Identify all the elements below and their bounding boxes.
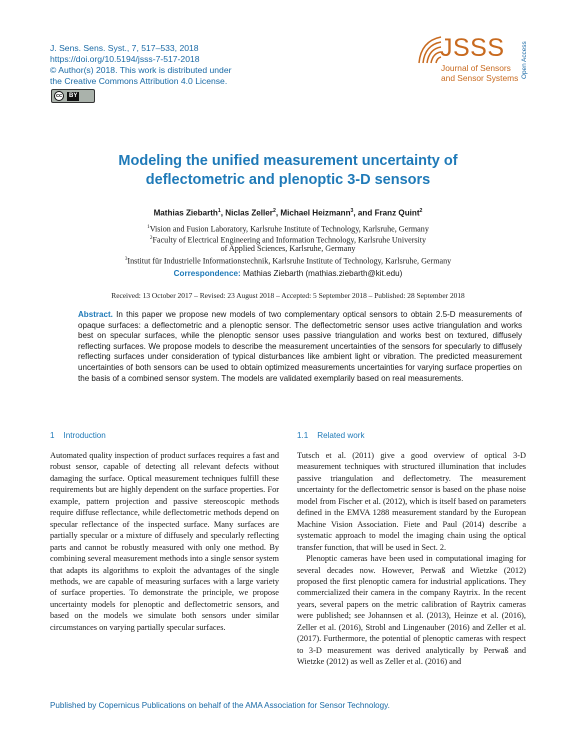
abstract [78,310,522,384]
abstract-text: In this paper we propose new models of two complementary optical sensors to obtain 2.5-D measurements of opaque surfaces: a deflectometric and a plenoptic sensor. The deflectometric sensor uses active triangulation and works best on specular surfaces, while the plenoptic sensor uses passive triangulation and works best on textured, diffusely reflecting surfaces. We propose models to describe the measurement uncertainties of the sensors for specularly to diffusely reflecting surfaces under consideration of typical disturbances like ambient light or vibration. The predicted measurement uncertainties of both sensors can be used to obtain optimized measurements uncertainties for varying surface properties on the basis of a combined sensor system. The models are validated exemplarily based on real measurements. [78,310,522,383]
section-heading-introduction: 1 Introduction [50,431,106,440]
introduction-body [50,450,279,633]
affiliation-3: $^3$Institut für Industrielle Informationstechnik, Karlsruhe Institute of Technology, Karlsruhe, Germany [124,256,452,266]
affiliation-2-cont: of Applied Sciences, Karlsruhe, Germany [220,243,356,253]
publication-dates: Received: 13 October 2017 – Revised: 23 August 2018 – Accepted: 5 September 2018 – Published: 28 September 2018 [111,291,465,300]
journal-logo-icon [413,35,443,65]
journal-citation: J. Sens. Sens. Syst., 7, 517–533, 2018 [50,43,199,53]
article-title: Modeling the unified measurement uncertainty of deflectometric and plenoptic 3-D sensors [118,153,458,188]
by-icon: BY [69,92,78,99]
journal-name-line-1: Journal of Sensors [441,63,511,73]
paragraph: Tutsch et al. (2011) give a good overview of optical 3-D measurement techniques with structured illumination that includes passive triangulation and deflectometry. The measurement uncertainty for the deflectometric sensor is based on the phase noise model from Fischer et al. (2012), which is itself based on parameters defined in the EMVA 1288 measurement standard by the European Machine Vision Association. Fiete and Paul (2014) describe a systematic approach to model the imaging chain using the optical transfer function, that will be used in Sect. 2. [297,451,526,552]
abstract-label: Abstract. [78,310,113,319]
correspondence [40,269,536,280]
license-line-2: the Creative Commons Attribution 4.0 License. [50,76,228,86]
author-list: Mathias Ziebarth$^1$, Niclas Zeller$^2$, Michael Heizmann$^3$, and Franz Quint$^2$ [153,208,423,218]
related-work-body [297,450,526,668]
correspondence-label: Correspondence: [173,269,241,278]
author-name[interactable]: Niclas Zeller [225,208,273,218]
author-name[interactable]: Mathias Ziebarth [153,208,218,218]
correspondence-email[interactable]: Mathias Ziebarth (mathias.ziebarth@kit.edu) [242,269,403,278]
license-line-1: © Author(s) 2018. This work is distributed under [50,65,232,75]
cc-by-badge[interactable] [51,89,95,103]
section-heading-related-work: 1.1 Related work [297,431,365,440]
cc-icon: cc [55,93,63,99]
affiliation-2: $^2$Faculty of Electrical Engineering and Information Technology, Karlsruhe University [149,235,427,245]
doi-link[interactable]: https://doi.org/10.5194/jsss-7-517-2018 [50,54,200,64]
publisher-footer: Published by Copernicus Publications on behalf of the AMA Association for Sensor Technology. [50,701,390,710]
journal-acronym: JSSS [440,34,505,62]
author-name[interactable]: Franz Quint [374,208,420,218]
journal-name-line-2: and Sensor Systems [441,73,519,83]
paragraph: Plenoptic cameras have been used in computational imaging for several decades now. However, Perwaß and Wietzke (2012) proposed the first plenoptic camera for industrial applications. They commercialized their camera in the company Raytrix. In the recent years, several papers on the metric calibration of Raytrix cameras were published; see Johannsen et al. (2013), Heinze et al. (2016), Zeller et al. (2016), Strobl and Lingenauber (2016) and Zeller et al. (2017). Furthermore, the potential of plenoptic cameras with respect to 3-D measurement was derived analytically by Perwaß and Wietzke (2012) as well as Zeller et al. (2016) and [297,554,526,667]
author-name[interactable]: Michael Heizmann [280,208,351,218]
open-access-label: Open Access [521,41,528,79]
affiliation-1: $^1$Vision and Fusion Laboratory, Karlsruhe Institute of Technology, Karlsruhe, Germany [147,224,429,234]
paragraph: Automated quality inspection of product surfaces requires a fast and robust sensor, capable of detecting all relevant defects without damaging the surface. Optical measurement techniques fulfill these requirements but are highly dependent on the surface properties. For example, pattern projection and passive stereoscopic methods require diffuse reflectance, while deflectometric methods depend on specular reflectance of the inspected surface. Many surfaces are partially specular or a mixture of diffusely and specularly reflecting parts and cannot be robustly measured with only one method. By combining several measurement methods into a single sensor system that adapts its algorithms to exploit the advantages of the single methods, we are capable of measuring surfaces with a large variety of surface properties. To demonstrate the principle, we propose uncertainty models for plenoptic and deflectometric sensors, and based on the models we simulate both sensors under similar circumstances on varying partially specular surfaces. [50,451,279,632]
